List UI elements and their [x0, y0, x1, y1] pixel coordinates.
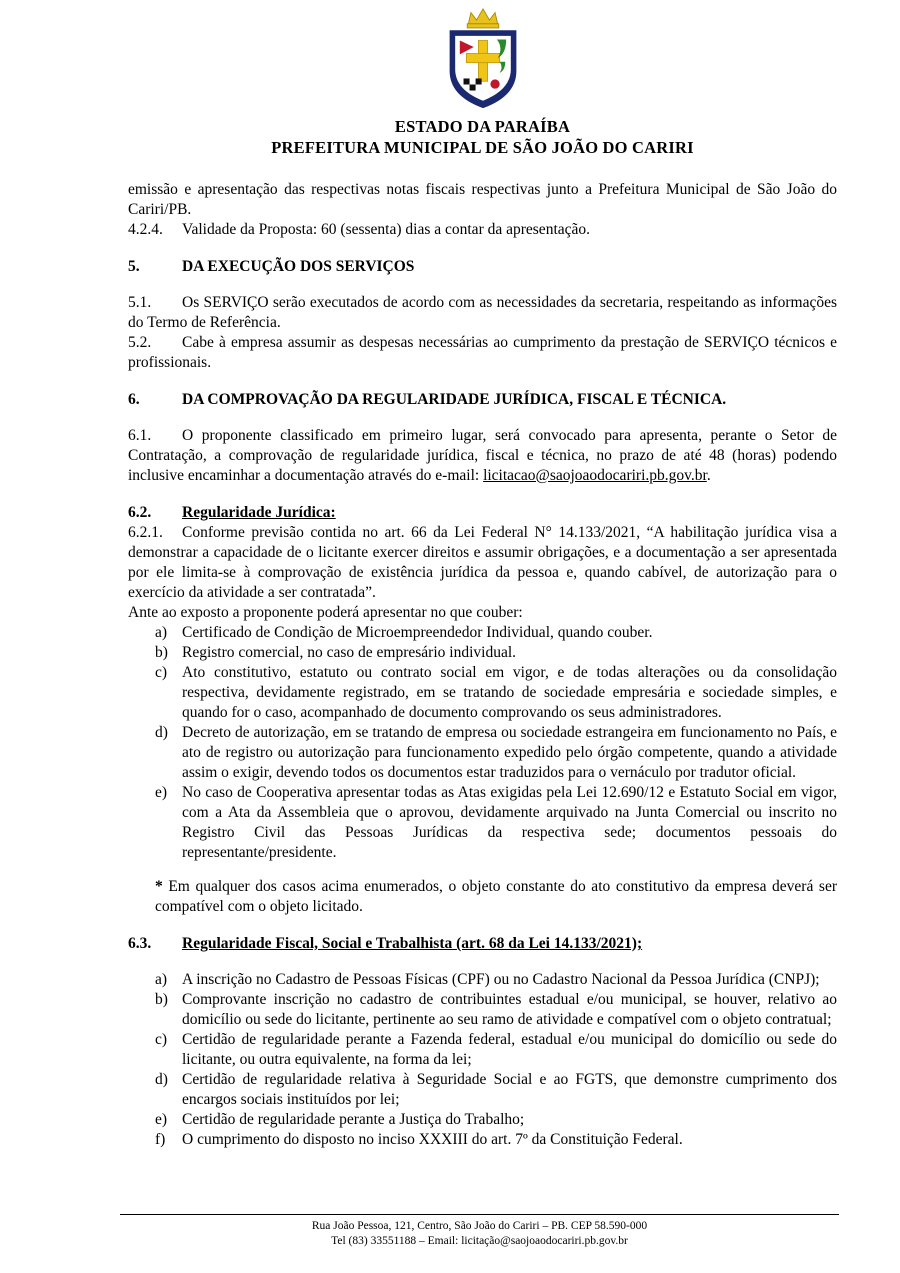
- clause-text: Validade da Proposta: 60 (sessenta) dias a contar da apresentação.: [182, 221, 591, 238]
- coat-of-arms-logo: [440, 8, 526, 110]
- list-text: Comprovante inscrição no cadastro de contribuintes estadual e/ou municipal, se houver, relativo ao domicílio ou sede do licitante, pertinente ao seu ramo de atividade e compatível com o objeto contratual;: [182, 991, 837, 1028]
- clause-text: Cabe à empresa assumir as despesas necessárias ao cumprimento da prestação de SERVIÇO técnicos e profissionais.: [128, 334, 837, 371]
- document-footer: [120, 1214, 839, 1249]
- list-item-62-d: [128, 723, 837, 783]
- list-text: Certidão de regularidade perante a Justiça do Trabalho;: [182, 1111, 525, 1128]
- document-header: [128, 8, 837, 158]
- clause-text: Os SERVIÇO serão executados de acordo com as necessidades da secretaria, respeitando as informações do Termo de Referência.: [128, 294, 837, 331]
- list-item-62-b: [128, 643, 837, 663]
- list-text: Certidão de regularidade perante a Fazenda federal, estadual e/ou municipal do domicílio ou sede do licitante, ou outra equivalente, na forma da lei;: [182, 1031, 837, 1068]
- section-title: DA COMPROVAÇÃO DA REGULARIDADE JURÍDICA, FISCAL E TÉCNICA.: [182, 391, 727, 408]
- clause-text-after: .: [706, 467, 711, 484]
- paragraph-5-1: [128, 293, 837, 333]
- list-text: Registro comercial, no caso de empresário individual.: [182, 644, 517, 661]
- list-text: Decreto de autorização, em se tratando de empresa ou sociedade estrangeira em funcionamento no País, e ato de registro ou autorização para funcionamento expedido pelo órgão competente, quando a atividade assim o exigir, devendo todos os documentos estar traduzidos para o vernáculo por tradutor oficial.: [182, 724, 837, 781]
- section-title: Regularidade Fiscal, Social e Trabalhista (art. 68 da Lei 14.133/2021);: [182, 935, 643, 952]
- list-text: No caso de Cooperativa apresentar todas as Atas exigidas pela Lei 12.690/12 e Estatuto Social em vigor, com a Ata da Assembleia que o aprovou, devidamente arquivado na Junta Comercial ou inscrito no Registro Civil das Pessoas Jurídicas da respectiva sede; documentos pessoais do representante/presidente.: [182, 784, 837, 861]
- section-heading-6-2: [128, 503, 837, 523]
- paragraph-intro-continuation: emissão e apresentação das respectivas notas fiscais respectivas junto a Prefeitura Municipal de São João do Cariri/PB.: [128, 181, 837, 218]
- note-asterisk: *: [155, 878, 163, 895]
- clause-number: 5.1.: [128, 294, 152, 311]
- list-item-62-e: [128, 783, 837, 863]
- list-item-63-a: [128, 970, 837, 990]
- coat-of-arms-icon: [440, 8, 526, 110]
- list-marker: f): [155, 1131, 166, 1148]
- list-text: Certificado de Condição de Microempreendedor Individual, quando couber.: [182, 624, 653, 641]
- paragraph-ante-exposto: Ante ao exposto a proponente poderá apresentar no que couber:: [128, 604, 523, 621]
- section-number: 6.3.: [128, 935, 152, 952]
- paragraph-4-2-4: [128, 220, 837, 240]
- clause-text: Conforme previsão contida no art. 66 da Lei Federal N° 14.133/2021, “A habilitação jurídica visa a demonstrar a capacidade de o licitante exercer direitos e assumir obrigações, e a documentação a ser apresentada por ele limita-se à comprovação de existência jurídica da pessoa e, quando cabível, de autorização para o exercício da atividade a ser contratada”.: [128, 524, 837, 601]
- section-number: 6.: [128, 391, 140, 408]
- list-text: Certidão de regularidade relativa à Seguridade Social e ao FGTS, que demonstre cumprimento dos encargos sociais instituídos por lei;: [182, 1071, 837, 1108]
- list-item-62-a: [128, 623, 837, 643]
- list-item-63-d: [128, 1070, 837, 1110]
- list-text: O cumprimento do disposto no inciso XXXIII do art. 7º da Constituição Federal.: [182, 1131, 683, 1148]
- list-item-63-b: [128, 990, 837, 1030]
- footer-address: Rua João Pessoa, 121, Centro, São João do Cariri – PB. CEP 58.590-000: [311, 1220, 648, 1232]
- section-heading-5: [128, 257, 837, 277]
- paragraph-6-1: [128, 426, 837, 486]
- section-heading-6-3: [128, 934, 837, 954]
- section-number: 5.: [128, 258, 140, 275]
- crown-icon: [467, 9, 499, 28]
- clause-number: 6.2.1.: [128, 524, 163, 541]
- list-item-63-c: [128, 1030, 837, 1070]
- list-marker: a): [155, 624, 168, 641]
- list-marker: e): [155, 1111, 168, 1128]
- list-item-62-c: [128, 663, 837, 723]
- list-item-63-e: [128, 1110, 837, 1130]
- paragraph-6-2-1: [128, 523, 837, 603]
- list-marker: d): [155, 1071, 168, 1088]
- document-body: [128, 180, 837, 1150]
- list-text: A inscrição no Cadastro de Pessoas Físicas (CPF) ou no Cadastro Nacional da Pessoa Jurídica (CNPJ);: [182, 971, 820, 988]
- list-marker: c): [155, 664, 168, 681]
- shield-icon: [449, 30, 516, 108]
- list-marker: a): [155, 971, 168, 988]
- list-marker: c): [155, 1031, 168, 1048]
- list-marker: e): [155, 784, 168, 801]
- clause-text: O proponente classificado em primeiro lugar, será convocado para apresenta, perante o Setor de Contratação, a comprovação de regularidade jurídica, fiscal e técnica, no prazo de até 48 (horas) podendo inclusive encaminhar a documentação através do e-mail:: [128, 427, 837, 484]
- header-state-title: ESTADO DA PARAÍBA: [394, 117, 571, 136]
- list-text: Ato constitutivo, estatuto ou contrato social em vigor, e de todas alterações ou da consolidação respectiva, devidamente registrado, em se tratando de sociedade empresária e sociedade simples, e quando for o caso, acompanhado de documento comprovando os seus administradores.: [182, 664, 837, 721]
- list-marker: b): [155, 991, 168, 1008]
- footer-contact: Tel (83) 33551188 – Email: licitação@saojoaodocariri.pb.gov.br: [331, 1235, 628, 1247]
- list-marker: d): [155, 724, 168, 741]
- header-municipality-title: PREFEITURA MUNICIPAL DE SÃO JOÃO DO CARIRI: [271, 138, 694, 157]
- section-number: 6.2.: [128, 504, 152, 521]
- list-marker: b): [155, 644, 168, 661]
- clause-number: 5.2.: [128, 334, 152, 351]
- list-item-63-f: [128, 1130, 837, 1150]
- note-paragraph: [155, 877, 837, 917]
- clause-number: 6.1.: [128, 427, 152, 444]
- clause-number: 4.2.4.: [128, 221, 163, 238]
- section-title: Regularidade Jurídica:: [182, 504, 336, 521]
- section-heading-6: [128, 390, 837, 410]
- note-text: Em qualquer dos casos acima enumerados, o objeto constante do ato constitutivo da empresa deverá ser compatível com o objeto licitado.: [155, 878, 837, 915]
- paragraph-5-2: [128, 333, 837, 373]
- section-title: DA EXECUÇÃO DOS SERVIÇOS: [182, 258, 415, 275]
- email-link[interactable]: licitacao@saojoaodocariri.pb.gov.br: [483, 467, 707, 484]
